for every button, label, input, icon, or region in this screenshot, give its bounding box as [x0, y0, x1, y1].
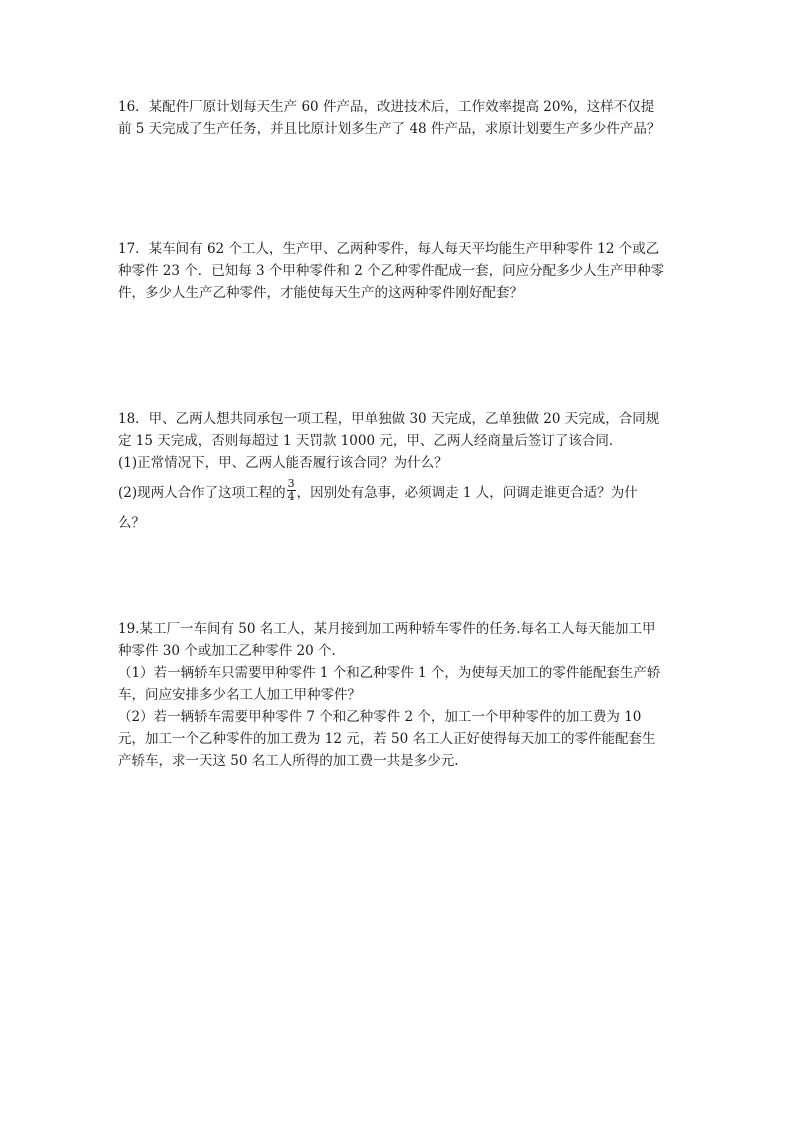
problem-19-question-1-line-2: 车，问应安排多少名工人加工甲种零件？: [118, 687, 361, 703]
problem-17-line-3: 件，多少人生产乙种零件，才能使每天生产的这两种零件刚好配套？: [118, 285, 523, 301]
problem-19-question-2-line-2: 元，加工一个乙种零件的加工费为 12 元，若 50 名工人正好使得每天加工的零件能配套生: [118, 731, 656, 747]
problem-17: [118, 238, 678, 304]
problem-18-question-2-tail: 么？: [118, 515, 145, 531]
problem-16-line-1: 16．某配件厂原计划每天生产 60 件产品，改进技术后，工作效率提高 20%，这样不仅提: [118, 99, 655, 115]
fraction-denominator: 4: [287, 490, 295, 503]
problem-18: [118, 408, 678, 534]
problem-19-question-2-line-1: （2）若一辆轿车需要甲种零件 7 个和乙种零件 2 个，加工一个甲种零件的加工费为 10: [118, 709, 642, 725]
problem-19-question-2-line-3: 产轿车，求一天这 50 名工人所得的加工费一共是多少元.: [118, 753, 459, 769]
problem-19-question-1-line-1: （1）若一辆轿车只需要甲种零件 1 个和乙种零件 1 个，为使每天加工的零件能配套生产轿: [118, 665, 661, 681]
problem-17-line-2: 种零件 23 个．已知每 3 个甲种零件和 2 个乙种零件配成一套，问应分配多少人生产甲种零: [118, 263, 665, 279]
problem-18-line-1: 18．甲、乙两人想共同承包一项工程，甲单独做 30 天完成，乙单独做 20 天完成，合同规: [118, 411, 660, 427]
problem-17-line-1: 17．某车间有 62 个工人，生产甲、乙两种零件，每人每天平均能生产甲种零件 12 个或乙: [118, 241, 660, 257]
problem-16: [118, 96, 678, 140]
problem-18-question-2-before: (2)现两人合作了这项工程的: [118, 485, 286, 501]
problem-19-line-1: 19.某工厂一车间有 50 名工人，某月接到加工两种轿车零件的任务.每名工人每天能加工甲: [118, 621, 656, 637]
fraction-three-quarters: [287, 478, 296, 503]
problem-18-line-2: 定 15 天完成，否则每超过 1 天罚款 1000 元，甲、乙两人经商量后签订了该合同．: [118, 433, 623, 449]
problem-19: [118, 618, 678, 772]
problem-18-question-2-after: ，因别处有急事，必须调走 1 人，问调走谁更合适？为什: [296, 485, 638, 501]
fraction-numerator: 3: [287, 477, 295, 490]
problem-18-question-2: [118, 476, 678, 510]
problem-16-line-2: 前 5 天完成了生产任务，并且比原计划多生产了 48 件产品，求原计划要生产多少件产品？: [118, 121, 661, 137]
problem-18-question-1: (1)正常情况下，甲、乙两人能否履行该合同？为什么？: [118, 455, 448, 471]
problem-19-line-2: 种零件 30 个或加工乙种零件 20 个.: [118, 643, 336, 659]
